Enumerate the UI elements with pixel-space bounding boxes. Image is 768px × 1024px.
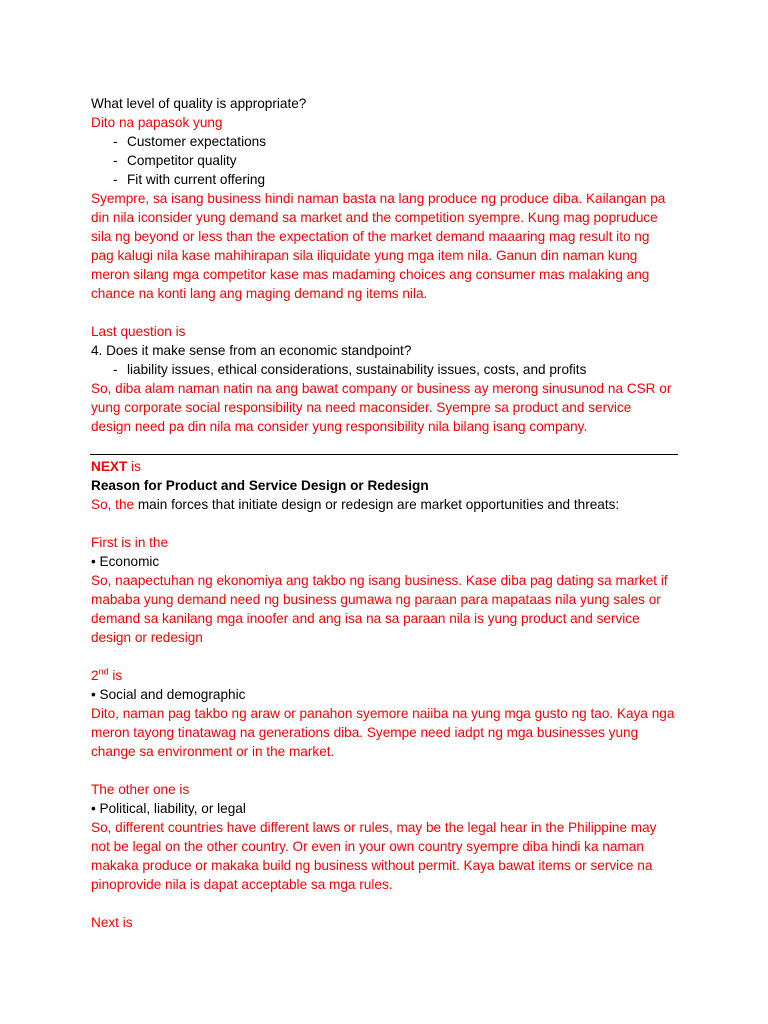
- list-item: - liability issues, ethical considerations, sustainability issues, costs, and profits: [113, 362, 587, 377]
- paragraph-line: Dito, naman pag takbo ng araw or panahon syemore naiiba na yung mga gusto ng tao. Kaya nga: [91, 706, 675, 721]
- paragraph-line: So, diba alam naman natin na ang bawat company or business ay merong sinusunod na CSR or: [91, 381, 672, 396]
- next-is-label: Next is: [91, 915, 133, 930]
- intro-text: Dito na papasok yung: [91, 115, 223, 130]
- paragraph-line: sila ng beyond or less than the expectation of the market demand maaaring mag result ito ng: [91, 229, 650, 244]
- paragraph-line: mababa yung demand need ng business gumawa ng paraan para mapataas nila yung sales or: [91, 592, 661, 607]
- list-item: - Customer expectations: [113, 134, 267, 149]
- horizontal-divider: [90, 454, 678, 455]
- paragraph-line: demand sa kanilang mga inoofer and ang isa na sa paraan nila is yung product and service: [91, 611, 640, 626]
- first-is-label: First is in the: [91, 535, 169, 550]
- paragraph-line: meron silang mga competitor kase mas madaming choices ang consumer mas malaking ang: [91, 267, 650, 282]
- next-heading: NEXT is: [91, 459, 141, 474]
- paragraph-line: change sa environment or in the market.: [91, 744, 335, 759]
- paragraph-line: makaka produce or makaka build ng business without permit. Kaya bawat items or service na: [91, 858, 653, 873]
- forces-sentence: So, the main forces that initiate design or redesign are market opportunities and threats:: [91, 497, 620, 512]
- last-question-label: Last question is: [91, 324, 186, 339]
- question-4: 4. Does it make sense from an economic standpoint?: [91, 343, 412, 358]
- bullet-economic: • Economic: [91, 554, 160, 569]
- paragraph-line: meron tayong tinatawag na generations diba. Syempe need iadpt ng mga businesses yung: [91, 725, 639, 740]
- other-one-label: The other one is: [91, 782, 190, 797]
- paragraph-line: So, different countries have different laws or rules, may be the legal hear in the Philippine may: [91, 820, 657, 835]
- bullet-political: • Political, liability, or legal: [91, 801, 246, 816]
- section-heading: Reason for Product and Service Design or Redesign: [91, 478, 429, 493]
- paragraph-line: chance na konti lang ang maging demand ng items nila.: [91, 286, 428, 301]
- paragraph-line: Syempre, sa isang business hindi naman basta na lang produce ng produce diba. Kailangan pa: [91, 191, 666, 206]
- list-item: - Fit with current offering: [113, 172, 266, 187]
- bullet-social: • Social and demographic: [91, 687, 246, 702]
- question-quality: What level of quality is appropriate?: [91, 96, 307, 111]
- second-label: 2nd is: [91, 666, 123, 683]
- paragraph-line: design or redesign: [91, 630, 203, 645]
- paragraph-line: So, naapectuhan ng ekonomiya ang takbo ng isang business. Kase diba pag dating sa market if: [91, 573, 668, 588]
- list-item: - Competitor quality: [113, 153, 237, 168]
- paragraph-line: design need pa din nila ma consider yung responsibility nila bilang isang company.: [91, 419, 588, 434]
- paragraph-line: not be legal on the other country. Or even in your own country syempre diba hindi ka naman: [91, 839, 644, 854]
- paragraph-line: pag kalugi nila kase mahihirapan sila iliquidate yung mga item nila. Ganun din naman kung: [91, 248, 638, 263]
- paragraph-line: yung corporate social responsibility na need maconsider. Syempre sa product and service: [91, 400, 632, 415]
- paragraph-line: din nila iconsider yung demand sa market and the competition syempre. Kung mag popruduce: [91, 210, 658, 225]
- paragraph-line: pinoprovide nila is dapat acceptable sa mga rules.: [91, 877, 393, 892]
